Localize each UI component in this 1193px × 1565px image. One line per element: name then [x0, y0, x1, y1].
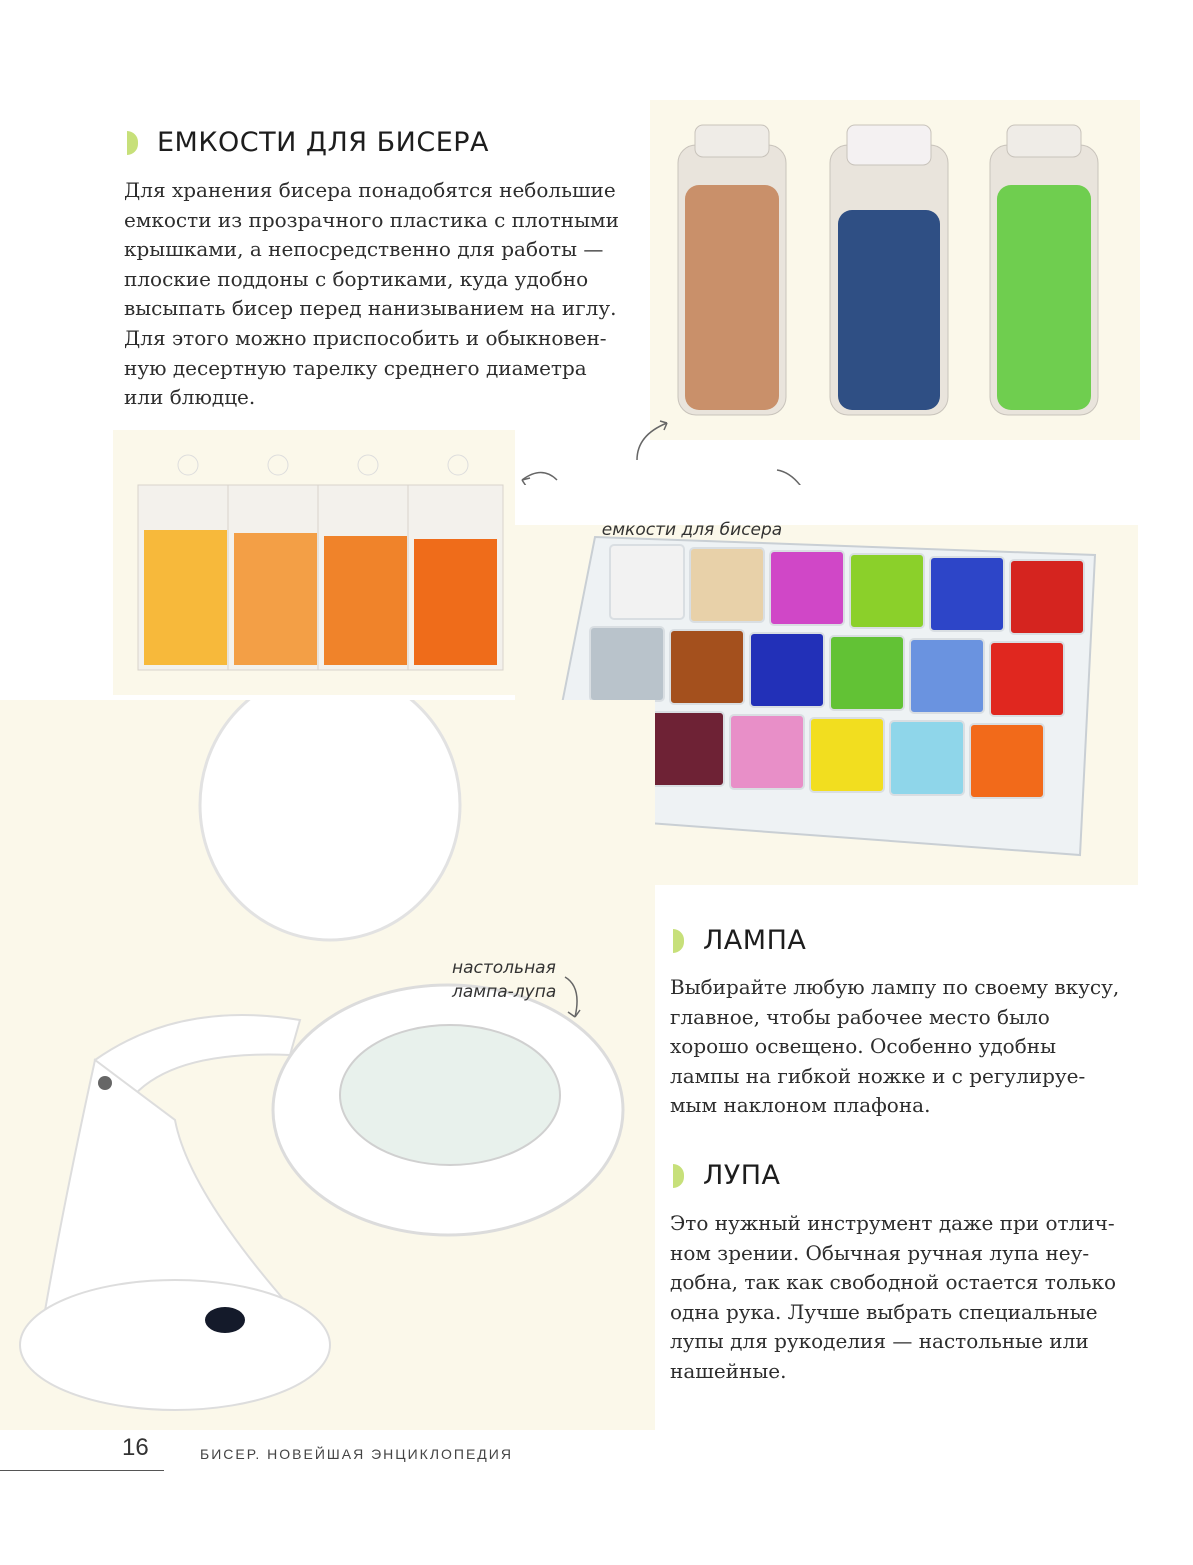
- running-title: БИСЕР. НОВЕЙШАЯ ЭНЦИКЛОПЕДИЯ: [200, 1446, 513, 1462]
- heading-bullet-icon: [127, 131, 138, 155]
- page-number: 16: [122, 1434, 149, 1461]
- tray-cell: [850, 554, 924, 628]
- bead-boxes-photo: [113, 430, 515, 695]
- tray-cell: [610, 545, 684, 619]
- heading-lamp: [673, 925, 806, 956]
- tray-cell: [770, 551, 844, 625]
- caption-lamp: [452, 932, 592, 1028]
- lamp-switch-icon: [205, 1307, 245, 1333]
- bead-box: [228, 455, 323, 670]
- bead-boxes-illustration: [113, 430, 515, 695]
- magnifier-lamp-illustration: [0, 700, 655, 1430]
- tray-cell: [690, 548, 764, 622]
- heading-containers: [127, 127, 489, 158]
- heading-lamp-text: ЛАМПА: [703, 925, 807, 956]
- tray-cell: [970, 724, 1044, 798]
- paragraph-lamp: Выбирайте любую лампу по своему вкусу, главное, чтобы рабочее место было хорошо освещено. Особенно удобны лампы на гибкой ножке и с регулируе- мым наклоном плафона.: [670, 975, 1120, 1118]
- tray-cell: [750, 633, 824, 707]
- tray-cell: [830, 636, 904, 710]
- heading-containers-text: ЕМКОСТИ ДЛЯ БИСЕРА: [157, 127, 490, 158]
- jar-copper: [678, 125, 786, 415]
- tray-cell: [910, 639, 984, 713]
- footer-divider: [0, 1470, 164, 1471]
- tray-cell: [1010, 560, 1084, 634]
- caption-containers: [512, 470, 832, 542]
- caption-lamp-text: настольная лампа-лупа: [452, 958, 557, 1002]
- jar-green: [990, 125, 1098, 415]
- heading-bullet-icon: [673, 1164, 684, 1188]
- tray-cell: [990, 642, 1064, 716]
- heading-loupe-text: ЛУПА: [703, 1160, 781, 1191]
- caption-containers-text: емкости для бисера: [601, 520, 783, 540]
- paragraph-containers: Для хранения бисера понадобятся небольшие емкости из прозрачного пластика с плотными крышками, а непосредственно для работы — плоские поддоны с бортиками, куда удобно высыпать бисер перед нанизыванием на иглу. Для этого можно приспособить и обыкновен- ную десертную тарелку среднего диаметра или блюдце.: [124, 178, 619, 410]
- magnifier-lamp-photo: [0, 700, 655, 1430]
- paragraph-loupe: Это нужный инструмент даже при отлич- ном зрении. Обычная ручная лупа неу- добна, так как свободной остается только одна рука. Лучше выбрать специальные лупы для рукоделия — настольные или нашейные.: [670, 1211, 1116, 1383]
- bead-box: [138, 455, 233, 670]
- tray-cell: [810, 718, 884, 792]
- caption-lamp-arrow-icon: [560, 972, 600, 1022]
- bead-box: [318, 455, 413, 670]
- bead-jars-photo: [650, 100, 1140, 440]
- bead-box: [408, 455, 503, 670]
- heading-bullet-icon: [673, 929, 684, 953]
- bead-jars-illustration: [650, 100, 1140, 440]
- tray-cell: [590, 627, 664, 701]
- tray-cell: [650, 712, 724, 786]
- caption-arrows-icon: [512, 415, 832, 485]
- tray-cell: [890, 721, 964, 795]
- heading-loupe: [673, 1160, 781, 1191]
- jar-blue: [830, 125, 948, 415]
- tray-cell: [670, 630, 744, 704]
- tray-cell: [930, 557, 1004, 631]
- tray-cell: [730, 715, 804, 789]
